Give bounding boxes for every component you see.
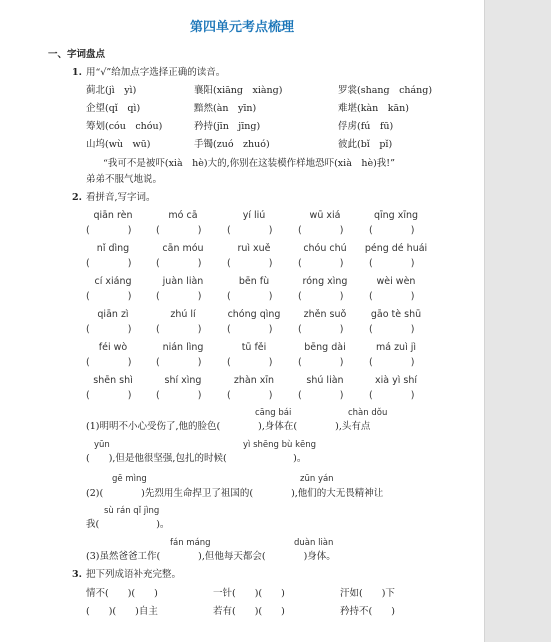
pinyin-prompt: róng xìng [302, 276, 348, 287]
question-2-number: 2. [72, 192, 82, 203]
answer-box[interactable]: ( ) [156, 225, 202, 236]
question-1-quote-line-1: “我可不是被吓(xià hè)大的,你别在这装模作样地恐吓(xià hè)我!” [103, 158, 395, 169]
answer-box[interactable]: ( ) [86, 258, 132, 269]
page-title: 第四单元考点梳理 [189, 20, 294, 35]
question-1-quote-line-2: 弟弟不服气地说。 [86, 174, 163, 185]
answer-box[interactable]: ( ) [86, 390, 132, 401]
pinyin-prompt: wū xiá [309, 210, 341, 221]
answer-box[interactable]: ( ) [227, 291, 273, 302]
pinyin-prompt: chóu chú [303, 243, 347, 254]
pinyin-prompt: ruì xuě [237, 243, 271, 254]
pinyin-prompt: tū fěi [241, 342, 267, 353]
pinyin-prompt: yí liú [242, 210, 266, 221]
answer-box[interactable]: ( ) [227, 258, 273, 269]
pinyin-prompt: péng dé huái [364, 243, 428, 254]
answer-box[interactable]: ( ) [369, 291, 415, 302]
pinyin-prompt: féi wò [98, 342, 128, 353]
question-3-number: 3. [72, 569, 82, 580]
answer-box[interactable]: ( ) [298, 225, 344, 236]
pinyin-prompt: shēn shì [93, 375, 133, 386]
idiom-blank: 一针( )( ) [213, 588, 285, 599]
pinyin-prompt: shí xìng [164, 375, 202, 386]
pinyin-hint: duàn liàn [294, 538, 334, 548]
answer-box[interactable]: ( ) [86, 225, 132, 236]
pinyin-prompt: juàn liàn [162, 276, 204, 287]
reading-option: 企望(qǐ qì) [86, 103, 141, 114]
pinyin-hint: zūn yán [300, 474, 334, 484]
pinyin-prompt: gāo tè shū [370, 309, 422, 320]
idiom-blank: 情不( )( ) [86, 588, 158, 599]
pinyin-prompt: qiān zì [97, 309, 129, 320]
answer-box[interactable]: ( ) [369, 258, 415, 269]
reading-option: 黯然(àn yīn) [194, 103, 257, 114]
answer-box[interactable]: ( ) [156, 324, 202, 335]
answer-box[interactable]: ( ) [369, 357, 415, 368]
pinyin-prompt: shú liàn [306, 375, 344, 386]
pinyin-prompt: wèi wèn [376, 276, 416, 287]
pinyin-prompt: zhěn suǒ [303, 309, 347, 320]
idiom-blank: 汗如( )下 [340, 588, 395, 599]
reading-option: 难堪(kàn kān) [338, 103, 409, 114]
fill-sentence-2: ( ),但是他很坚强,包扎的时候( )。 [86, 453, 307, 464]
pinyin-prompt: nǐ dìng [96, 243, 130, 254]
viewer-side-panel [484, 0, 551, 642]
answer-box[interactable]: ( ) [369, 324, 415, 335]
pinyin-hint: gē mìng [112, 474, 147, 484]
answer-box[interactable]: ( ) [156, 291, 202, 302]
idiom-blank: 矜持不( ) [340, 606, 395, 617]
section-heading: 一、字词盘点 [48, 49, 106, 60]
answer-box[interactable]: ( ) [369, 390, 415, 401]
pinyin-prompt: nián lìng [162, 342, 204, 353]
reading-option: 筹划(cóu chóu) [86, 121, 163, 132]
fill-sentence-5: (3)虽然爸爸工作( ),但他每天都会( )身体。 [86, 551, 336, 562]
pinyin-prompt: zhàn xīn [233, 375, 275, 386]
answer-box[interactable]: ( ) [156, 357, 202, 368]
answer-box[interactable]: ( ) [298, 258, 344, 269]
answer-box[interactable]: ( ) [156, 258, 202, 269]
pinyin-hint: sù rán qǐ jìng [104, 506, 160, 516]
pinyin-prompt: chóng qìng [227, 309, 281, 320]
question-3-text: 把下列成语补充完整。 [86, 569, 182, 580]
pinyin-prompt: xià yì shí [375, 375, 417, 386]
answer-box[interactable]: ( ) [86, 291, 132, 302]
answer-box[interactable]: ( ) [298, 324, 344, 335]
idiom-blank: 若有( )( ) [213, 606, 285, 617]
answer-box[interactable]: ( ) [86, 357, 132, 368]
reading-option: 山坞(wù wū) [86, 139, 151, 150]
pinyin-prompt: má zuì jì [375, 342, 417, 353]
pinyin-hint: yūn [94, 440, 110, 450]
pinyin-prompt: mó cā [168, 210, 198, 221]
answer-box[interactable]: ( ) [227, 390, 273, 401]
pinyin-prompt: cí xiáng [94, 276, 132, 287]
pinyin-prompt: zhú lí [170, 309, 196, 320]
pinyin-hint: chàn dǒu [348, 408, 388, 418]
question-1-number: 1. [72, 67, 82, 78]
answer-box[interactable]: ( ) [227, 225, 273, 236]
pinyin-hint: cāng bái [255, 408, 292, 418]
question-2-text: 看拼音,写字词。 [86, 192, 156, 203]
fill-sentence-4: 我( )。 [86, 519, 170, 530]
reading-option: 襄阳(xiāng xiàng) [194, 85, 283, 96]
reading-option: 俘虏(fú fū) [338, 121, 394, 132]
question-1-text: 用“√”给加点字选择正确的读音。 [86, 67, 226, 78]
fill-sentence-3: (2)( )先烈用生命捍卫了祖国的( ),他们的大无畏精神让 [86, 488, 384, 499]
pinyin-hint: yì shēng bù kēng [243, 440, 317, 450]
reading-option: 罗裳(shang cháng) [338, 85, 433, 96]
pinyin-prompt: qīng xīng [373, 210, 419, 221]
reading-option: 手镯(zuó zhuó) [194, 139, 270, 150]
answer-box[interactable]: ( ) [298, 357, 344, 368]
answer-box[interactable]: ( ) [227, 324, 273, 335]
idiom-blank: ( )( )自主 [86, 606, 158, 617]
fill-sentence-1: (1)明明不小心受伤了,他的脸色( ),身体在( ),头有点 [86, 421, 371, 432]
pinyin-hint: fán máng [170, 538, 211, 548]
answer-box[interactable]: ( ) [86, 324, 132, 335]
answer-box[interactable]: ( ) [369, 225, 415, 236]
reading-option: 蓟北(jì yì) [86, 85, 137, 96]
pinyin-prompt: qiān rèn [93, 210, 133, 221]
pinyin-prompt: bēng dài [304, 342, 346, 353]
answer-box[interactable]: ( ) [298, 390, 344, 401]
pinyin-prompt: bēn fù [238, 276, 270, 287]
pinyin-prompt: cān móu [162, 243, 204, 254]
answer-box[interactable]: ( ) [227, 357, 273, 368]
answer-box[interactable]: ( ) [156, 390, 202, 401]
reading-option: 彼此(bǐ pǐ) [338, 139, 393, 150]
reading-option: 矜持(jīn jīng) [194, 121, 261, 132]
answer-box[interactable]: ( ) [298, 291, 344, 302]
